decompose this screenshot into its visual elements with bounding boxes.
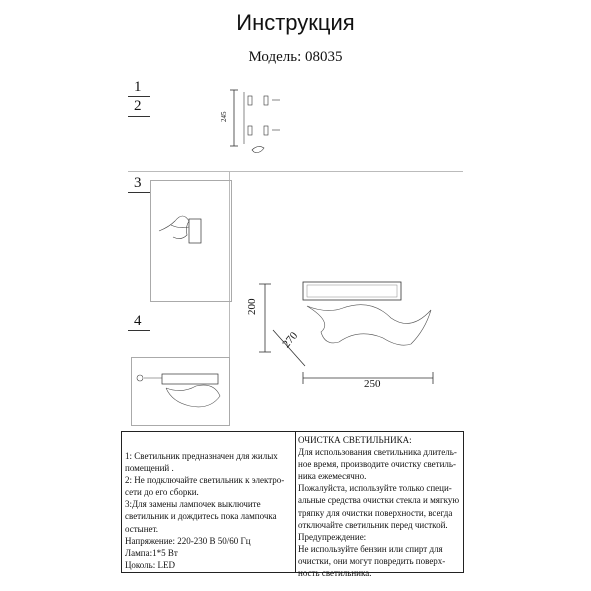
step-divider [128, 192, 150, 193]
step-number-3: 3 [134, 175, 142, 191]
mounting-bracket-drawing [212, 82, 292, 164]
cleaning-notes: ОЧИСТКА СВЕТИЛЬНИКА: Для использования светильника длитель- ное время, производите очистку светиль- ника ежемесячно. Пожалуйста, используйте только специ- альные средства очистки стекла и мягкую тряпку для очистки поверхности, всегда отключайте светильник перед чисткой. Предупреждение: Не используйте бензин или спирт для очистки, они могут повредить поверх- ность светильника. [298, 435, 460, 579]
step-divider [128, 116, 150, 117]
model-number: Модель: 08035 [248, 49, 343, 65]
step-divider [128, 330, 150, 331]
step-3-panel [150, 180, 232, 302]
step-divider [128, 96, 150, 97]
dimension-height-small: 245 [220, 111, 228, 122]
notes-table-divider [295, 431, 296, 573]
dimension-depth: 270 [280, 329, 301, 351]
step-number-4: 4 [134, 313, 142, 329]
step-number-2: 2 [134, 98, 142, 114]
section-divider [128, 171, 463, 172]
lamp-dimension-drawing [245, 270, 445, 395]
step-4-panel [131, 357, 230, 426]
lamp-mounted-drawing [132, 358, 229, 425]
step-number-1: 1 [134, 79, 142, 95]
dimension-width: 250 [364, 378, 381, 390]
document-title: Инструкция [236, 10, 355, 35]
usage-notes: 1: Светильник предназначен для жилых помещений . 2: Не подключайте светильник к электро- сети до его сборки. 3:Для замены лампочек выключите светильник и дождитесь пока лампочка остынет. Напряжение: 220-230 В 50/60 Гц Лампа:1*5 Вт Цоколь: LED [125, 451, 285, 570]
lamp-install-drawing [151, 181, 231, 301]
dimension-height: 200 [246, 298, 258, 315]
